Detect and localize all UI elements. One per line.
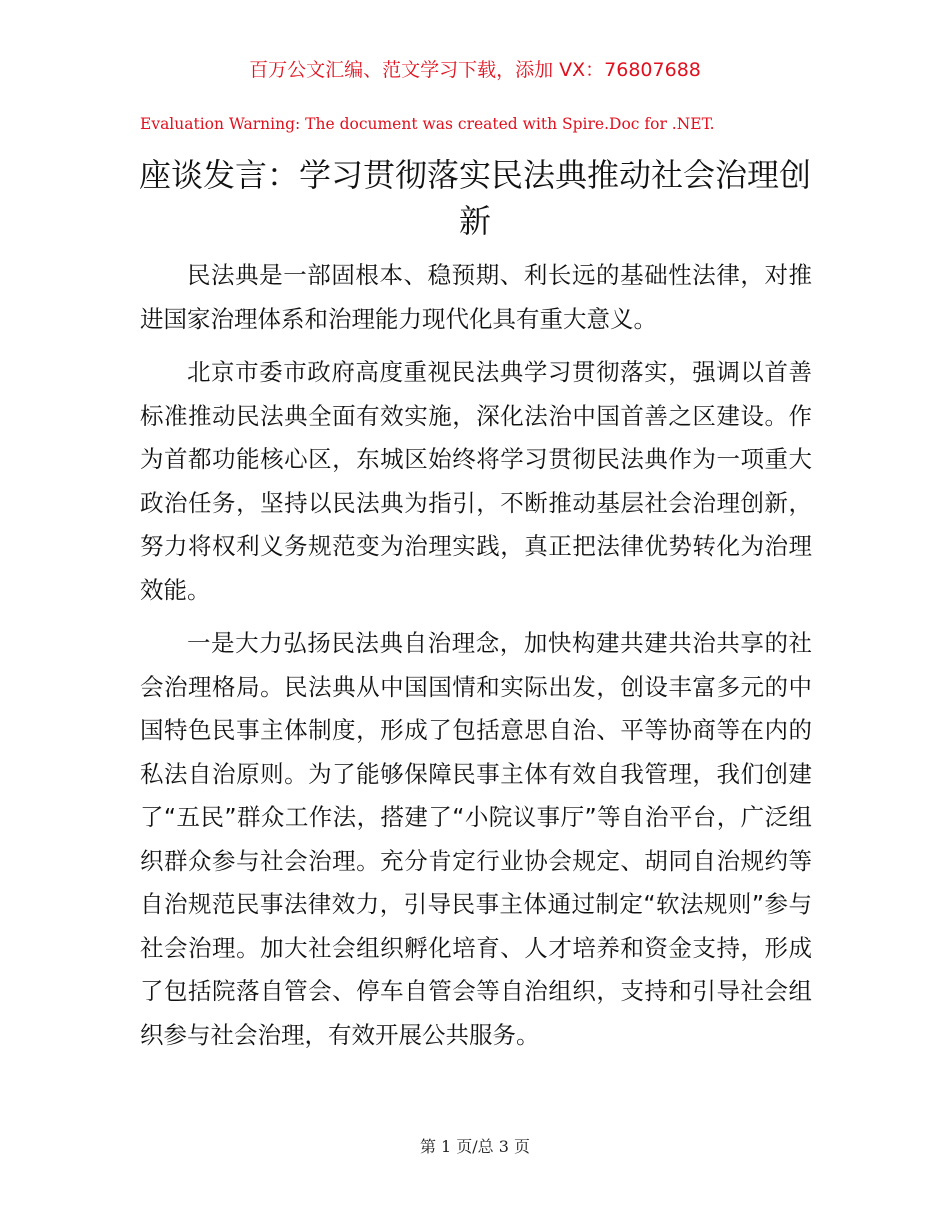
paragraph-beijing: 北京市委市政府高度重视民法典学习贯彻落实，强调以首善标准推动民法典全面有效实施，深化法治中国首善之区建设。作为首都功能核心区，东城区始终将学习贯彻民法典作为一项重大政治任务，坚持以民法典为指引，不断推动基层社会治理创新，努力将权利义务规范变为治理实践，真正把法律优势转化为治理效能。 (140, 358, 812, 604)
paragraph-intro: 民法典是一部固根本、稳预期、利长远的基础性法律，对推进国家治理体系和治理能力现代化具有重大意义。 (140, 261, 812, 333)
page-number: 第 1 页/总 3 页 (419, 1137, 531, 1156)
document-body (140, 254, 812, 1067)
header-banner: 百万公文汇编、范文学习下载，添加 VX：76807688 (249, 59, 701, 81)
evaluation-warning: Evaluation Warning: The document was created with Spire.Doc for .NET. (140, 115, 715, 133)
document-title: 座谈发言：学习贯彻落实民法典推动社会治理创新 (138, 156, 811, 240)
paragraph-point-one: 一是大力弘扬民法典自治理念，加快构建共建共治共享的社会治理格局。民法典从中国国情和实际出发，创设丰富多元的中国特色民事主体制度，形成了包括意思自治、平等协商等在内的私法自治原则。为了能够保障民事主体有效自我管理，我们创建了“五民”群众工作法，搭建了“小院议事厅”等自治平台，广泛组织群众参与社会治理。充分肯定行业协会规定、胡同自治规约等自治规范民事法律效力，引导民事主体通过制定“软法规则”参与社会治理。加大社会组织孵化培育、人才培养和资金支持，形成了包括院落自管会、停车自管会等自治组织，支持和引导社会组织参与社会治理，有效开展公共服务。 (140, 629, 812, 1049)
